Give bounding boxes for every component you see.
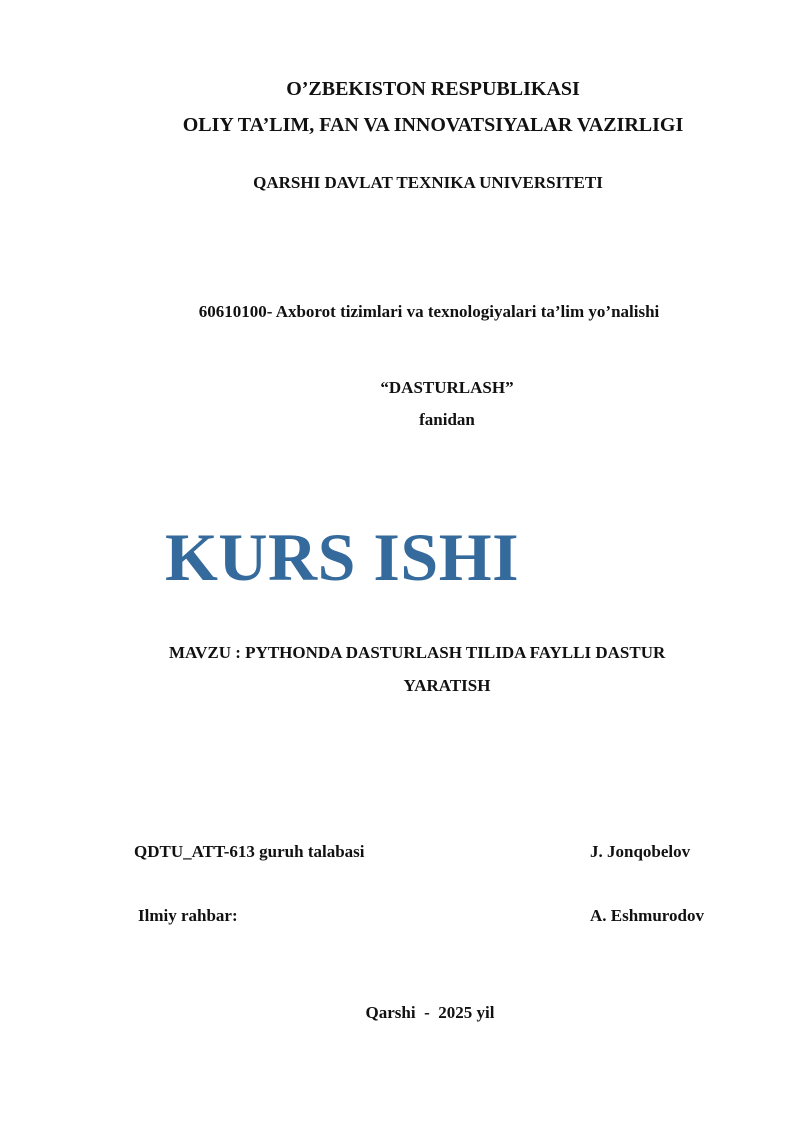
advisor-name: A. Eshmurodov	[590, 906, 704, 925]
ministry-line-2: OLIY TA’LIM, FAN VA INNOVATSIYALAR VAZIRLIGI	[182, 114, 684, 136]
university-name: QARSHI DAVLAT TEXNIKA UNIVERSITETI	[253, 173, 603, 192]
subject-suffix: fanidan	[419, 410, 475, 429]
document-title: KURS ISHI	[165, 519, 520, 595]
topic-line-2: YARATISH	[403, 676, 491, 695]
ministry-line-1: O’ZBEKISTON RESPUBLIKASI	[286, 78, 580, 100]
student-name: J. Jonqobelov	[590, 842, 691, 861]
subject-name: “DASTURLASH”	[380, 378, 514, 397]
study-direction: 60610100- Axborot tizimlari va texnologiyalari ta’lim yo’nalishi	[198, 302, 660, 321]
topic-line-1: MAVZU : PYTHONDA DASTURLASH TILIDA FAYLLI DASTUR	[169, 643, 666, 662]
student-label: QDTU_ATT-613 guruh talabasi	[134, 842, 365, 861]
advisor-label: Ilmiy rahbar:	[138, 906, 238, 925]
city-year: Qarshi - 2025 yil	[365, 1003, 495, 1022]
